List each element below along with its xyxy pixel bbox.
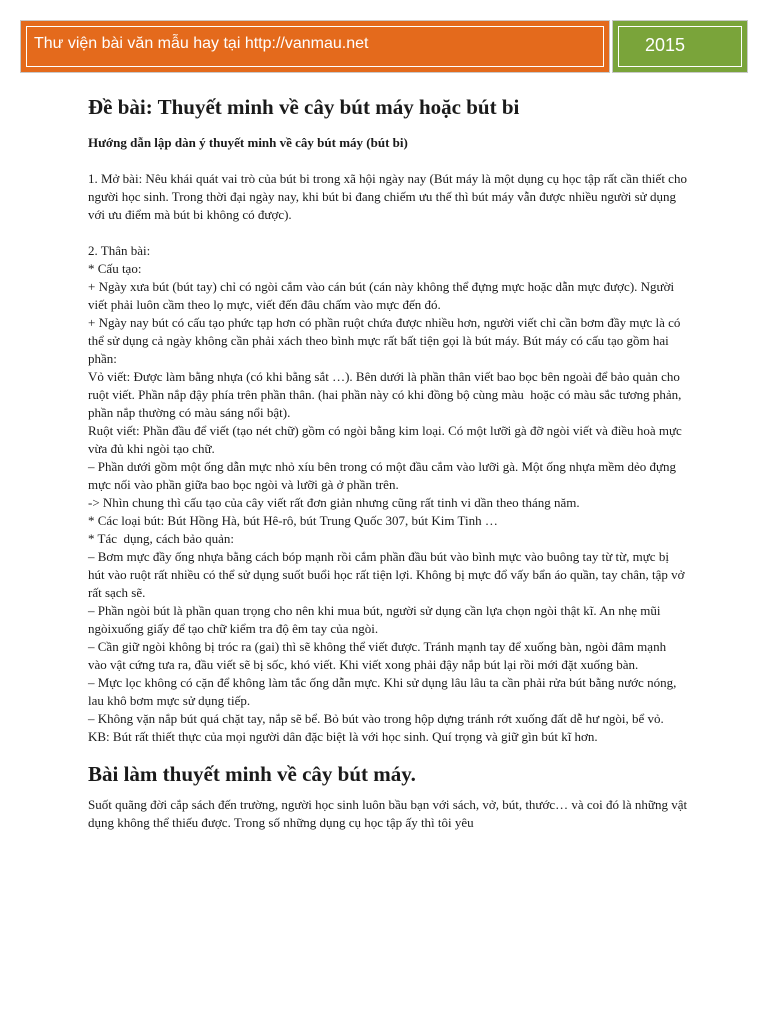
outline-line: + Ngày xưa bút (bút tay) chỉ có ngòi cắm vào cán bút (cán này không thể đựng mực hoặc dẫn mực được). Người viết phải luôn cầm theo lọ mực, viết đến đâu chấm vào mực đến đó.: [88, 279, 678, 312]
site-banner: [20, 20, 610, 73]
outline-line: – Bơm mực đầy ống nhựa bằng cách bóp mạnh rồi cắm phần đầu bút vào bình mực vào buông tay từ từ, mực bị hút vào ruột rất nhiều có thể sử dụng suốt buổi học rất tiện lợi. Không bị mực đổ vấy bẩn áo quần, tay chân, tập vở rất sạch sẽ.: [88, 549, 688, 600]
outline-line: Vỏ viết: Được làm bằng nhựa (có khi bằng sắt …). Bên dưới là phần thân viết bao bọc bên ngoài để bảo quản cho ruột viết. Phần nắp đậy phía trên phần thân. (hai phần này có khi đồng bộ cùng màu hoặc có màu sắc tương phản, phần nắp thường có màu sáng nổi bật).: [88, 369, 685, 420]
outline-line: – Cần giữ ngòi không bị tróc ra (gai) thì sẽ không thể viết được. Tránh mạnh tay để xuống bàn, ngòi đâm mạnh vào vật cứng tưa ra, đầu viết sẽ bị sốc, khó viết. Khi viết xong phải đậy nắp bút lại rồi mới đặt xuống bàn.: [88, 639, 670, 672]
guide-heading: Hướng dẫn lập dàn ý thuyết minh về cây bút máy (bút bi): [88, 135, 408, 150]
outline-line: – Phần ngòi bút là phần quan trọng cho nên khi mua bút, người sử dụng cần lựa chọn ngòi thật kĩ. An nhẹ mũi ngòixuống giấy để tạo chữ kiểm tra độ êm tay của ngòi.: [88, 603, 664, 636]
outline-line: – Mực lọc không có cặn để không làm tắc ống dẫn mực. Khi sử dụng lâu lâu ta cần phải rửa bút bằng nước nóng, lau khô bơm mực sử dụng tiếp.: [88, 675, 680, 708]
outline-line: KB: Bút rất thiết thực của mọi người dân đặc biệt là với học sinh. Quí trọng và giữ gìn bút kĩ hơn.: [88, 729, 598, 744]
document-title: Đề bài: Thuyết minh về cây bút máy hoặc bút bi: [88, 95, 520, 119]
document-body: [88, 93, 691, 832]
page-header-banner: [20, 20, 748, 73]
intro-paragraph: 1. Mở bài: Nêu khái quát vai trò của bút bi trong xã hội ngày nay (Bút máy là một dụng cụ học tập rất cần thiết cho người học sinh. Trong thời đại ngày nay, khi bút bi đang chiếm ưu thế thì bút máy vẫn được nhiều người sử dụng với ưu điểm mà bút bi không có được).: [88, 171, 691, 222]
outline-line: – Phần dưới gồm một ống dẫn mực nhỏ xíu bên trong có một đầu cắm vào lưỡi gà. Một ống nhựa mềm dẻo đựng mực nối vào phần giữa bao bọc ngòi và lưỡi gà ở phần trên.: [88, 459, 680, 492]
outline-line: + Ngày nay bút có cấu tạo phức tạp hơn có phần ruột chứa được nhiều hơn, người viết chỉ cần bơm đầy mực là có thể sử dụng cả ngày không cần phải xách theo bình mực rất bất tiện gọi là bút máy. Bút máy có cấu tạo gồm hai phần:: [88, 315, 684, 366]
outline-line: * Cấu tạo:: [88, 261, 142, 276]
essay-paragraph: Suốt quãng đời cắp sách đến trường, người học sinh luôn bầu bạn với sách, vở, bút, thước… và coi đó là những vật dụng không thể thiếu được. Trong số những dụng cụ học tập ấy thì tôi yêu: [88, 797, 691, 830]
essay-title: Bài làm thuyết minh về cây bút máy.: [88, 762, 416, 786]
outline-line: – Không vặn nắp bút quá chặt tay, nắp sẽ bể. Bỏ bút vào trong hộp dựng tránh rớt xuống đất dễ hư ngòi, bể vỏ.: [88, 711, 664, 726]
outline-body: [88, 242, 688, 746]
outline-line: -> Nhìn chung thì cấu tạo của cây viết rất đơn giản nhưng cũng rất tinh vi dần theo tháng năm.: [88, 495, 580, 510]
outline-line: * Các loại bút: Bút Hồng Hà, bút Hê-rô, bút Trung Quốc 307, bút Kim Tinh …: [88, 513, 498, 528]
year-box: [612, 20, 748, 73]
year-label: 2015: [645, 35, 686, 55]
outline-line: * Tác dụng, cách bảo quản:: [88, 531, 234, 546]
outline-line: 2. Thân bài:: [88, 243, 151, 258]
outline-line: Ruột viết: Phần đầu để viết (tạo nét chữ) gồm có ngòi bằng kim loại. Có một lưỡi gà đỡ ngòi viết và điều hoà mực vừa đủ khi ngòi tạo chữ.: [88, 423, 686, 456]
site-label: Thư viện bài văn mẫu hay tại http://vanmau.net: [34, 35, 369, 52]
